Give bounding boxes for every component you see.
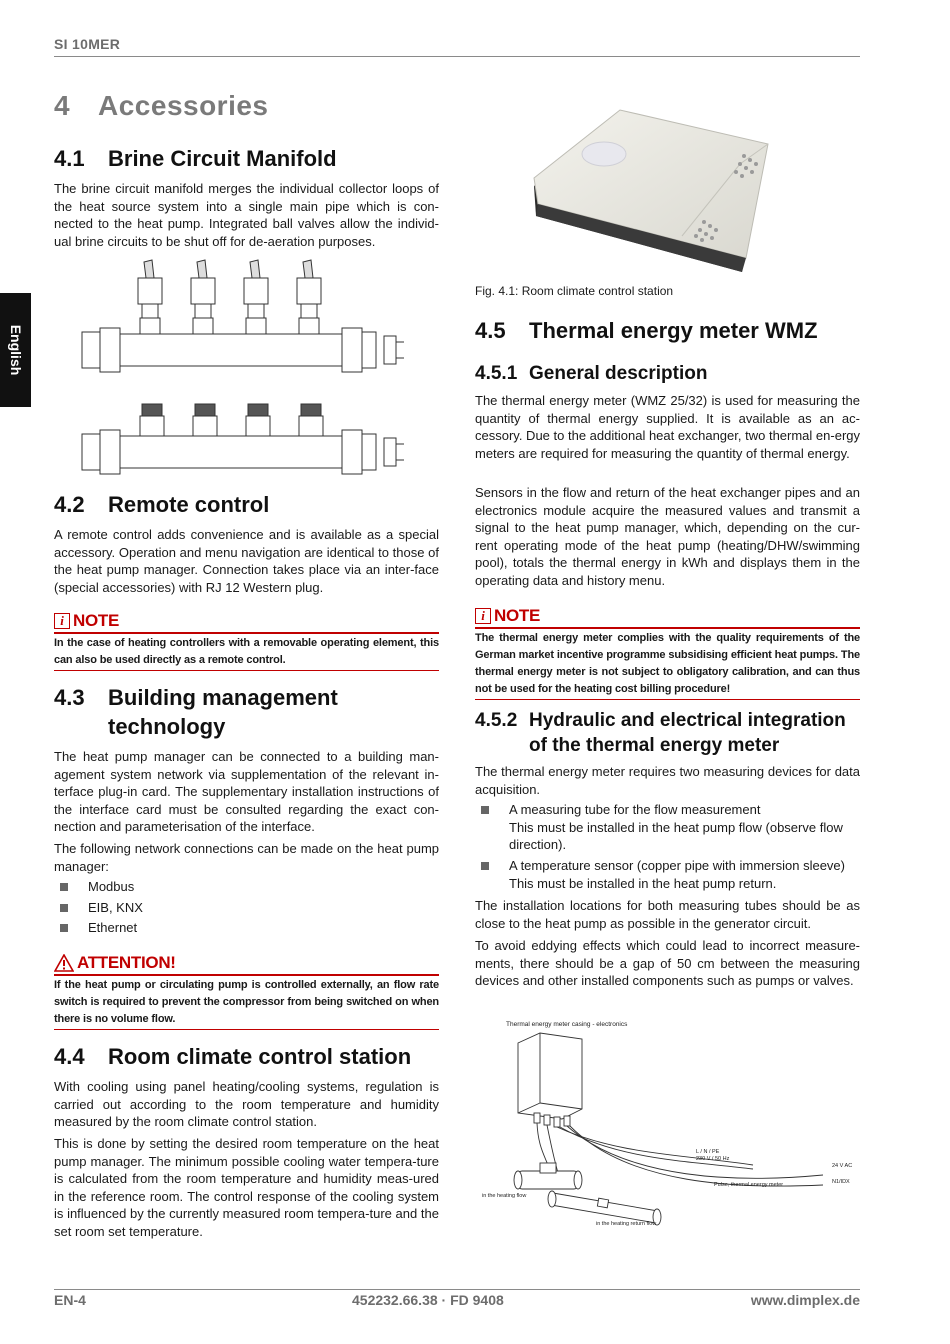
language-tab xyxy=(0,293,31,407)
voltage-label: 230 V / 50 Hz xyxy=(696,1156,730,1162)
note-callout xyxy=(54,610,439,671)
note-callout xyxy=(475,605,860,700)
pulse-label: Pulse, thermal energy meter xyxy=(714,1182,784,1188)
section-heading-4-4 xyxy=(54,1042,444,1071)
room-climate-station-image xyxy=(528,108,770,276)
section-heading-4-5-1 xyxy=(475,361,865,386)
note-text: The thermal energy meter complies with the quality requirements of the German market incentive programme subsidising efficient heat pumps. The thermal energy meter is not subject to obligatory calibration, and can thus not be used for the heating cost billing procedure! xyxy=(475,631,860,695)
section-title: General description xyxy=(529,363,708,384)
section-number: 4.4 xyxy=(54,1044,85,1069)
paragraph: The brine circuit manifold merges the individual collector loops of the heat source system into a single main pipe which is con-nected to the heat pump. Integrated ball valves allow the individ-ual brine circuits to be shut off for de-aeration purposes. xyxy=(54,181,439,249)
document-id: 452232.66.38 · FD 9408 xyxy=(352,1292,504,1308)
section-number: 4.5 xyxy=(475,318,506,343)
list-item: EIB, KNX xyxy=(60,899,430,917)
section-heading-4-1 xyxy=(54,144,444,173)
footer-rule xyxy=(54,1289,860,1290)
paragraph: The following network connections can be made on the heat pump manager: xyxy=(54,841,439,874)
paragraph: To avoid eddying effects which could lead to incorrect measure-ments, there should be a gap of 50 cm between the measuring devices and other installed components such as pumps or valves. xyxy=(475,938,860,989)
section-number: 4.5.2 xyxy=(475,710,518,731)
section-title: Building management technology xyxy=(108,685,338,739)
section-number: 4.2 xyxy=(54,492,85,517)
section-title: Hydraulic and electrical integration of the thermal energy meter xyxy=(529,710,846,756)
warning-icon xyxy=(54,954,74,972)
paragraph: The installation locations for both measuring tubes should be as close to the heat pump as possible in the generator circuit. xyxy=(475,898,860,931)
section-heading-4-2 xyxy=(54,490,444,519)
chapter-number: 4 xyxy=(54,90,71,121)
figure-caption: Fig. 4.1: Room climate control station xyxy=(475,284,674,298)
section-heading-4-5-2 xyxy=(475,708,865,758)
language-tab-label: English xyxy=(7,324,24,376)
section-title: Thermal energy meter WMZ xyxy=(529,318,818,343)
section-heading-4-5 xyxy=(475,316,865,345)
attention-callout xyxy=(54,952,439,1030)
website-link[interactable]: www.dimplex.de xyxy=(750,1292,860,1308)
thermal-energy-meter-diagram xyxy=(478,1015,863,1230)
info-icon: i xyxy=(475,608,491,624)
list-item: Modbus xyxy=(60,878,430,896)
page-number: EN-4 xyxy=(54,1292,86,1308)
vac-label: 24 V AC xyxy=(832,1163,853,1169)
section-heading-4-3 xyxy=(54,683,444,741)
paragraph: The heat pump manager can be connected to a building man-agement system network via supplementation of the relevant in-terface plug-in card. The supplementary installation instructions of the interface card must be consulted regarding the exact con-nection and parameterisation of the interface. xyxy=(54,749,439,835)
chapter-heading xyxy=(54,90,269,122)
lnpe-label: L / N / PE xyxy=(696,1149,720,1155)
header-rule xyxy=(54,56,860,57)
section-number: 4.3 xyxy=(54,685,85,710)
n1-label: N1/IDX xyxy=(832,1179,850,1185)
section-number: 4.5.1 xyxy=(475,363,518,384)
info-icon: i xyxy=(54,613,70,629)
section-title: Remote control xyxy=(108,492,270,517)
section-title: Brine Circuit Manifold xyxy=(108,146,337,171)
note-text: In the case of heating controllers with a removable operating element, this can also be used directly as a remote control. xyxy=(54,636,439,666)
chapter-title: Accessories xyxy=(98,90,269,121)
section-title: Room climate control station xyxy=(108,1044,412,1069)
paragraph: With cooling using panel heating/cooling systems, regulation is carried out according to the room temperature and humidity measured by the room climate control station. xyxy=(54,1079,439,1130)
section-number: 4.1 xyxy=(54,146,85,171)
casing-label: Thermal energy meter casing - electronics xyxy=(506,1021,628,1028)
paragraph: Sensors in the flow and return of the heat exchanger pipes and an electronics module acquire the measured values and transmit a signal to the heat pump manager, which, depending on the cur-rent operating mode of the heat pump (heating/DHW/swimming pool), totals the thermal energy in kWh and displays them in the operating data and history menu. xyxy=(475,485,860,588)
list-item: A measuring tube for the flow measurement This must be installed in the heat pump flow (observe flow direction). xyxy=(481,801,861,854)
list-item: Ethernet xyxy=(60,919,430,937)
document-title: SI 10MER xyxy=(54,36,121,52)
brine-manifold-drawing xyxy=(80,258,410,476)
paragraph: The thermal energy meter requires two measuring devices for data acquisition. xyxy=(475,764,860,797)
attention-label: ATTENTION! xyxy=(77,953,176,972)
paragraph: A remote control adds convenience and is available as a special accessory. Operation and menu navigation are identical to those of the heat pump manager. Connection takes place via an inter-face (special accessories) with RJ 12 Western plug. xyxy=(54,527,439,595)
paragraph: This is done by setting the desired room temperature on the heat pump manager. The minimum possible cooling water tempera-ture is calculated from the room temperature and humidity meas-ured in the reference room. The control response of the cooling system is influenced by the currently measured room tempera-ture and the set room set temperature. xyxy=(54,1136,439,1239)
list-item: A temperature sensor (copper pipe with immersion sleeve) This must be installed in the heat pump return. xyxy=(481,857,861,892)
paragraph: The thermal energy meter (WMZ 25/32) is used for measuring the quantity of thermal energy supplied. It is available as an ac-cessory. Due to the additional heat exchanger, two thermal en-ergy meters are required for measuring the quantity of thermal energy. xyxy=(475,393,860,461)
note-label: NOTE xyxy=(73,611,120,630)
note-label: NOTE xyxy=(494,606,541,625)
heating-return-label: in the heating return flow xyxy=(596,1221,657,1227)
attention-text: If the heat pump or circulating pump is controlled externally, an flow rate switch is required to prevent the compressor from being switched on when there is no volume flow. xyxy=(54,978,439,1025)
heating-flow-label: in the heating flow xyxy=(482,1193,527,1199)
